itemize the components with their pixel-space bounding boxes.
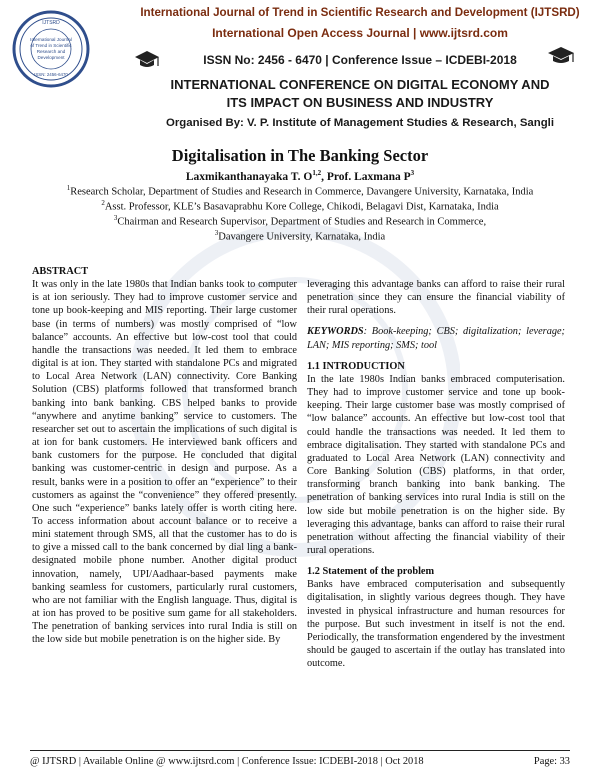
keywords: KEYWORDS: Book-keeping; CBS; digitalization; leverage; LAN; MIS reporting; SMS; tool bbox=[307, 326, 565, 351]
graduation-cap-icon bbox=[547, 45, 575, 67]
section-1-1-text: In the late 1980s Indian banks embraced computerisation. They had to improve customer service and tone up book-keeping. Their large customer base was mostly comprised of “low balance” accounts. An effective but low-cost tool that could handle the transactions was needed. It led them to embrace digitalisation. They started with standalone PCs and graduated to Local Area Network (LAN) connectivity and Core Banking Solution (CBS) platforms, in that order, transforming branch banking into bank banking. The penetration of banking services into rural India is still on the low side but mobile penetration is on the higher side. By leveraging this advantage, banks can afford to raise their rural penetration without affecting the financial viability of their rural operations. bbox=[307, 373, 565, 556]
svg-text:ISSN: 2456-6470: ISSN: 2456-6470 bbox=[34, 72, 68, 77]
svg-text:IJTSRD: IJTSRD bbox=[42, 20, 60, 26]
abstract-column bbox=[32, 265, 297, 647]
journal-name: International Journal of Trend in Scientific Research and Development (IJTSRD) bbox=[140, 6, 580, 19]
affiliation-2: $^2$Asst. Professor, KLE’s Basavaprabhu Kore College, Chikodi, Belagavi Dist, Karnataka, India bbox=[101, 199, 499, 213]
section-1-2-text: Banks have embraced computerisation and subsequently digitalisation, in slightly various degrees though. They have invested in physical infrastructure and human resources for the purpose. But such investment in itself is not the end. Periodically, the transformation engendered by the investment should be gauged to ascertain if the outlay has translated into outcome. bbox=[307, 579, 565, 670]
conference-title: INTERNATIONAL CONFERENCE ON DIGITAL ECONOMY AND bbox=[170, 77, 550, 92]
page-footer bbox=[30, 750, 570, 767]
journal-seal-logo bbox=[12, 10, 90, 88]
issn-line: ISSN No: 2456 - 6470 | Conference Issue – ICDEBI-2018 bbox=[203, 53, 517, 67]
abstract-continuation: leveraging this advantage banks can afford to raise their rural penetration since they can ensure the financial viability of their rural operations. bbox=[307, 279, 565, 317]
abstract-text: It was only in the late 1980s that Indian banks took to computer is at ion seriously. They had to improve customer service and tone up book-keeping and MIS reporting. Their large customer base (in terms of numbers) was mostly comprised of “low balance” accounts. An effective but low-cost tool that could handle the transactions was needed. It led them to embrace digital is at ion. They started with standalone PCs and migrated to Local Area Network (LAN) connectivity. Core Banking Solution (CBS) platforms followed that transformed branch banking into bank banking. CBS helped banks to provide “anywhere and anytime banking” service to customers. The researcher set out to ascertain the implications of such digital is at ion for bank customers. He interviewed bank officers and bank customers for the purpose. He concluded that digital banking was customer-centric in design and purpose. As a result, banks were in a position to offer an “experience” to their customers as against the “convenience” they offered presently. One such “experience” banks lately offer is worth citing here. To access information about account balance or to receive a mini statement through SMS, all that the customer has to do is to give a missed call to the bank concerned by dial ling a bank-designated mobile phone number. Another digital product innovation, namely, UPI/Aadhaar-based payments make banking seamless for customers, particularly rural customers, who are not familiar with the English language. Thus, digital is at ion has proved to be positive sum game for all stakeholders. The penetration of banking services into rural India is still on the low side but mobile penetration is on the higher side. By bbox=[32, 279, 297, 646]
paper-authors: Laxmikanthanayaka T. O$^{1,2}$, Prof. Laxmana $P^3$ bbox=[185, 169, 415, 183]
affiliation-1: $^1$Research Scholar, Department of Studies and Research in Commerce, Davangere University, Karnataka, India bbox=[66, 184, 534, 198]
svg-text:of Trend in Scientific: of Trend in Scientific bbox=[30, 43, 72, 48]
abstract-heading: ABSTRACT bbox=[32, 266, 89, 277]
journal-header bbox=[0, 0, 600, 136]
footer-citation: @ IJTSRD | Available Online @ www.ijtsrd.com | Conference Issue: ICDEBI-2018 | Oct 2018 bbox=[30, 756, 424, 767]
svg-text:Research and: Research and bbox=[36, 49, 66, 54]
affiliation-4: $^3$Davangere University, Karnataka, India bbox=[214, 229, 386, 243]
journal-subtitle: International Open Access Journal | www.ijtsrd.com bbox=[212, 26, 508, 40]
section-1-1-heading: 1.1 INTRODUCTION bbox=[307, 360, 405, 372]
section-1-2-heading: 1.2 Statement of the problem bbox=[307, 566, 435, 578]
svg-text:Development: Development bbox=[37, 55, 65, 60]
organiser-line: Organised By: V. P. Institute of Management Studies & Research, Sangli bbox=[165, 117, 554, 129]
page-number: Page: 33 bbox=[533, 756, 570, 767]
svg-text:International Journal: International Journal bbox=[30, 37, 72, 42]
conference-title-2: ITS IMPACT ON BUSINESS AND INDUSTRY bbox=[226, 95, 494, 110]
affiliation-3: $^3$Chairman and Research Supervisor, Department of Studies and Research in Commerce, bbox=[113, 214, 487, 228]
paper-title: Digitalisation in The Banking Sector bbox=[171, 146, 429, 165]
right-column bbox=[307, 278, 565, 670]
